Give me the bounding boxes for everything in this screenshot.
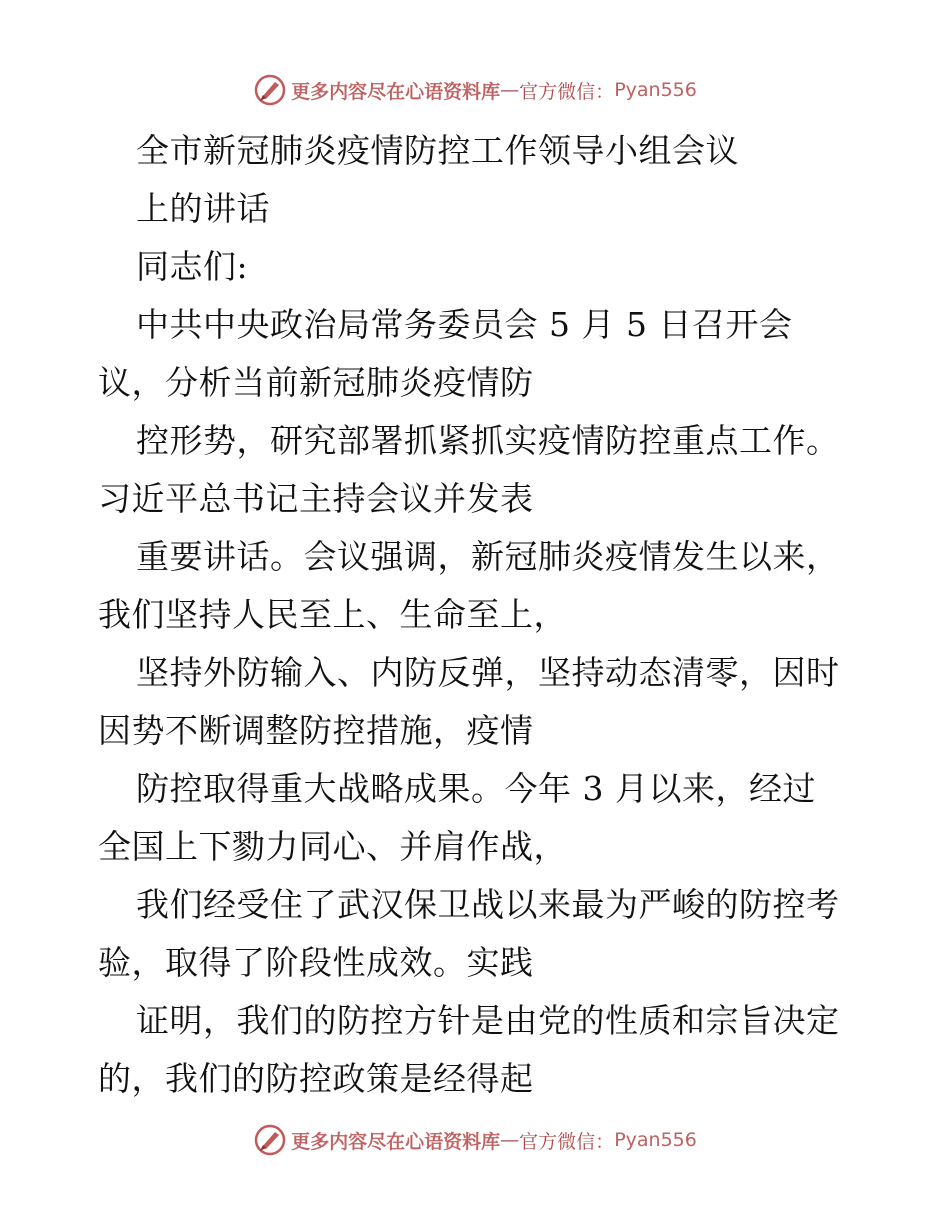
- banner-wechat-id: Pyan556: [614, 79, 697, 101]
- banner-wechat-id: Pyan556: [614, 1129, 697, 1151]
- banner-wechat-label: 官方微信：: [519, 80, 615, 103]
- banner-separator: —: [500, 79, 520, 101]
- doc-line: 议，分析当前新冠肺炎疫情防: [98, 363, 534, 402]
- doc-title-line-2: 上的讲话: [136, 189, 270, 228]
- doc-line: 我们经受住了武汉保卫战以来最为严峻的防控考: [136, 885, 840, 924]
- doc-line: 中共中央政治局常务委员会 5 月 5 日召开会: [136, 305, 793, 344]
- header-banner: [0, 70, 950, 110]
- doc-line: 控形势，研究部署抓紧抓实疫情防控重点工作。: [136, 421, 840, 460]
- banner-site-text: 更多内容尽在心语资料库: [291, 80, 501, 103]
- banner-separator: —: [500, 1129, 520, 1151]
- doc-line: 因势不断调整防控措施，疫情: [98, 711, 534, 750]
- doc-line: 证明，我们的防控方针是由党的性质和宗旨决定: [136, 1001, 840, 1040]
- doc-line: 验，取得了阶段性成效。实践: [98, 943, 534, 982]
- doc-line: 我们坚持人民至上、生命至上，: [98, 595, 567, 634]
- quill-logo-icon: [253, 1123, 287, 1157]
- doc-line: 重要讲话。会议强调，新冠肺炎疫情发生以来，: [136, 537, 840, 576]
- banner-site-text: 更多内容尽在心语资料库: [291, 1130, 501, 1153]
- document-body: [98, 122, 858, 1108]
- banner-wechat-label: 官方微信：: [519, 1130, 615, 1153]
- doc-line: 防控取得重大战略成果。今年 3 月以来，经过: [136, 769, 816, 808]
- doc-line: 坚持外防输入、内防反弹，坚持动态清零，因时: [136, 653, 840, 692]
- quill-logo-icon: [253, 73, 287, 107]
- doc-line: 习近平总书记主持会议并发表: [98, 479, 534, 518]
- doc-line: 全国上下勠力同心、并肩作战，: [98, 827, 567, 866]
- doc-line: 的，我们的防控政策是经得起: [98, 1059, 534, 1098]
- footer-banner: [0, 1120, 950, 1160]
- doc-title-line-1: 全市新冠肺炎疫情防控工作领导小组会议: [136, 131, 739, 170]
- doc-salutation: 同志们:: [136, 247, 249, 286]
